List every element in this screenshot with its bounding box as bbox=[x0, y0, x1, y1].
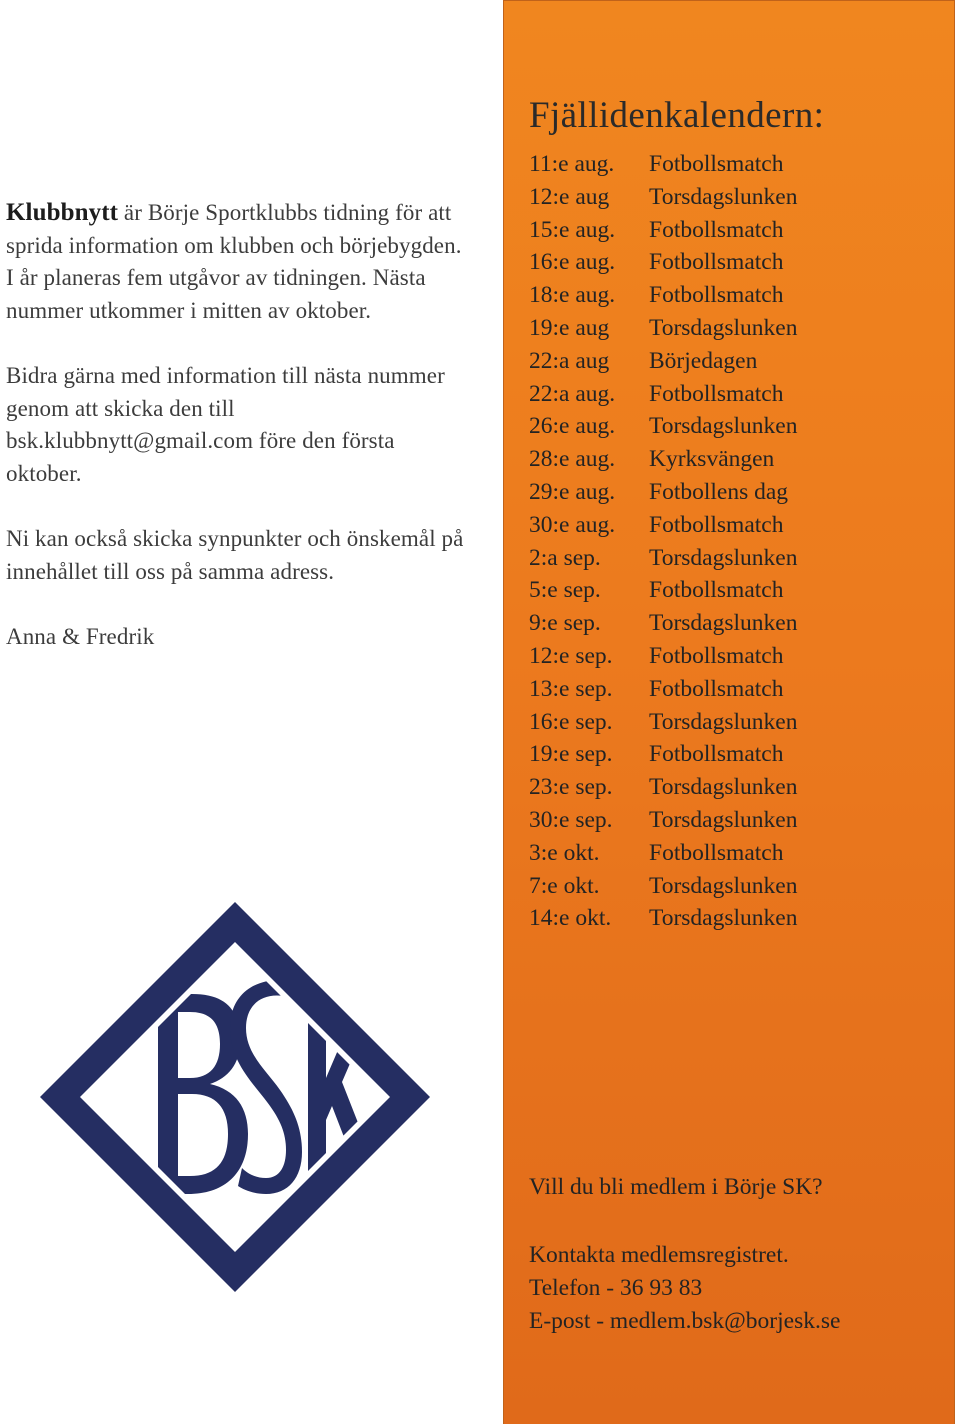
calendar-date: 16:e sep. bbox=[529, 708, 613, 735]
calendar-event: Börjedagen bbox=[649, 347, 758, 374]
intro-text: är Börje Sportklubbs tidning för att sprida information om klubben och börjebygden. I år planeras fem utgåvor av tidningen. Nästa nummer utkommer i mitten av oktober. bbox=[6, 200, 462, 323]
calendar-entry bbox=[529, 640, 797, 673]
calendar-date: 19:e aug bbox=[529, 314, 610, 341]
calendar-date: 11:e aug. bbox=[529, 151, 615, 177]
calendar-entry bbox=[529, 771, 797, 804]
calendar-event: Fotbollsmatch bbox=[649, 577, 784, 604]
calendar-entry bbox=[529, 673, 797, 706]
calendar-event: Torsdagslunken bbox=[649, 774, 798, 801]
calendar-event: Fotbollsmatch bbox=[649, 741, 784, 768]
calendar-event: Fotbollsmatch bbox=[649, 511, 784, 538]
calendar-date: 12:e sep. bbox=[529, 642, 613, 669]
calendar-date: 23:e sep. bbox=[529, 774, 613, 801]
calendar-date: 14:e okt. bbox=[529, 905, 612, 932]
calendar-entry bbox=[529, 870, 797, 903]
calendar-event: Torsdagslunken bbox=[649, 314, 798, 341]
calendar-entry bbox=[529, 574, 797, 607]
membership-contact bbox=[529, 1239, 840, 1338]
calendar-date: 2:a sep. bbox=[529, 544, 601, 571]
calendar-list bbox=[529, 148, 797, 935]
calendar-event: Kyrksvängen bbox=[649, 446, 775, 473]
calendar-date: 28:e aug. bbox=[529, 446, 616, 473]
calendar-entry bbox=[529, 607, 797, 640]
calendar-entry bbox=[529, 509, 797, 542]
calendar-entry bbox=[529, 542, 797, 575]
calendar-date: 13:e sep. bbox=[529, 675, 613, 702]
calendar-event: Fotbollsmatch bbox=[649, 675, 784, 702]
calendar-entry bbox=[529, 246, 797, 279]
bsk-logo bbox=[40, 902, 430, 1292]
calendar-entry bbox=[529, 706, 797, 739]
calendar-event: Torsdagslunken bbox=[649, 183, 798, 210]
calendar-date: 15:e aug. bbox=[529, 216, 616, 243]
calendar-entry bbox=[529, 378, 797, 411]
contribute-paragraph: Bidra gärna med information till nästa nummer genom att skicka den till bsk.klubbnytt@gmail.com före den första oktober. bbox=[6, 363, 445, 486]
contact-email: E-post - medlem.bsk@borjesk.se bbox=[529, 1308, 841, 1334]
calendar-date: 30:e sep. bbox=[529, 806, 613, 833]
intro-paragraph bbox=[6, 197, 466, 327]
calendar-entry bbox=[529, 804, 797, 837]
calendar-entry bbox=[529, 214, 797, 247]
calendar-date: 12:e aug bbox=[529, 183, 610, 210]
calendar-event: Torsdagslunken bbox=[649, 610, 798, 637]
calendar-entry bbox=[529, 181, 797, 214]
calendar-date: 22:a aug bbox=[529, 347, 610, 374]
calendar-event: Fotbollsmatch bbox=[649, 249, 784, 276]
calendar-sidebar bbox=[503, 0, 955, 1424]
calendar-event: Fotbollsmatch bbox=[649, 151, 784, 177]
calendar-date: 7:e okt. bbox=[529, 872, 600, 899]
calendar-date: 5:e sep. bbox=[529, 577, 601, 604]
calendar-event: Fotbollsmatch bbox=[649, 216, 784, 243]
calendar-event: Torsdagslunken bbox=[649, 905, 798, 932]
contact-line: Kontakta medlemsregistret. bbox=[529, 1242, 789, 1268]
calendar-entry bbox=[529, 902, 797, 935]
calendar-entry bbox=[529, 410, 797, 443]
calendar-entry bbox=[529, 443, 797, 476]
newsletter-name: Klubbnytt bbox=[6, 199, 119, 226]
feedback-paragraph: Ni kan också skicka synpunkter och önskemål på innehållet till oss på samma adress. bbox=[6, 526, 464, 584]
calendar-entry bbox=[529, 476, 797, 509]
calendar-date: 9:e sep. bbox=[529, 610, 601, 637]
calendar-date: 26:e aug. bbox=[529, 413, 616, 440]
calendar-entry bbox=[529, 738, 797, 771]
signature: Anna & Fredrik bbox=[6, 624, 155, 649]
calendar-date: 16:e aug. bbox=[529, 249, 616, 276]
calendar-date: 3:e okt. bbox=[529, 839, 600, 866]
calendar-event: Torsdagslunken bbox=[649, 708, 798, 735]
calendar-event: Torsdagslunken bbox=[649, 872, 798, 899]
calendar-entry bbox=[529, 837, 797, 870]
calendar-date: 30:e aug. bbox=[529, 511, 616, 538]
calendar-event: Fotbollens dag bbox=[649, 478, 789, 505]
calendar-date: 29:e aug. bbox=[529, 478, 616, 505]
calendar-date: 18:e aug. bbox=[529, 282, 616, 309]
calendar-entry bbox=[529, 279, 797, 312]
calendar-event: Torsdagslunken bbox=[649, 413, 798, 440]
calendar-event: Fotbollsmatch bbox=[649, 839, 784, 866]
calendar-entry bbox=[529, 148, 797, 181]
calendar-date: 19:e sep. bbox=[529, 741, 613, 768]
calendar-entry bbox=[529, 345, 797, 378]
calendar-entry bbox=[529, 312, 797, 345]
calendar-event: Torsdagslunken bbox=[649, 544, 798, 571]
intro-column bbox=[6, 197, 466, 654]
calendar-event: Fotbollsmatch bbox=[649, 380, 784, 407]
calendar-event: Fotbollsmatch bbox=[649, 642, 784, 669]
calendar-event: Torsdagslunken bbox=[649, 806, 798, 833]
calendar-date: 22:a aug. bbox=[529, 380, 616, 407]
contact-phone: Telefon - 36 93 83 bbox=[529, 1275, 703, 1301]
calendar-event: Fotbollsmatch bbox=[649, 282, 784, 309]
membership-question: Vill du bli medlem i Börje SK? bbox=[529, 1174, 823, 1200]
calendar-title: Fjällidenkalendern: bbox=[529, 95, 825, 136]
